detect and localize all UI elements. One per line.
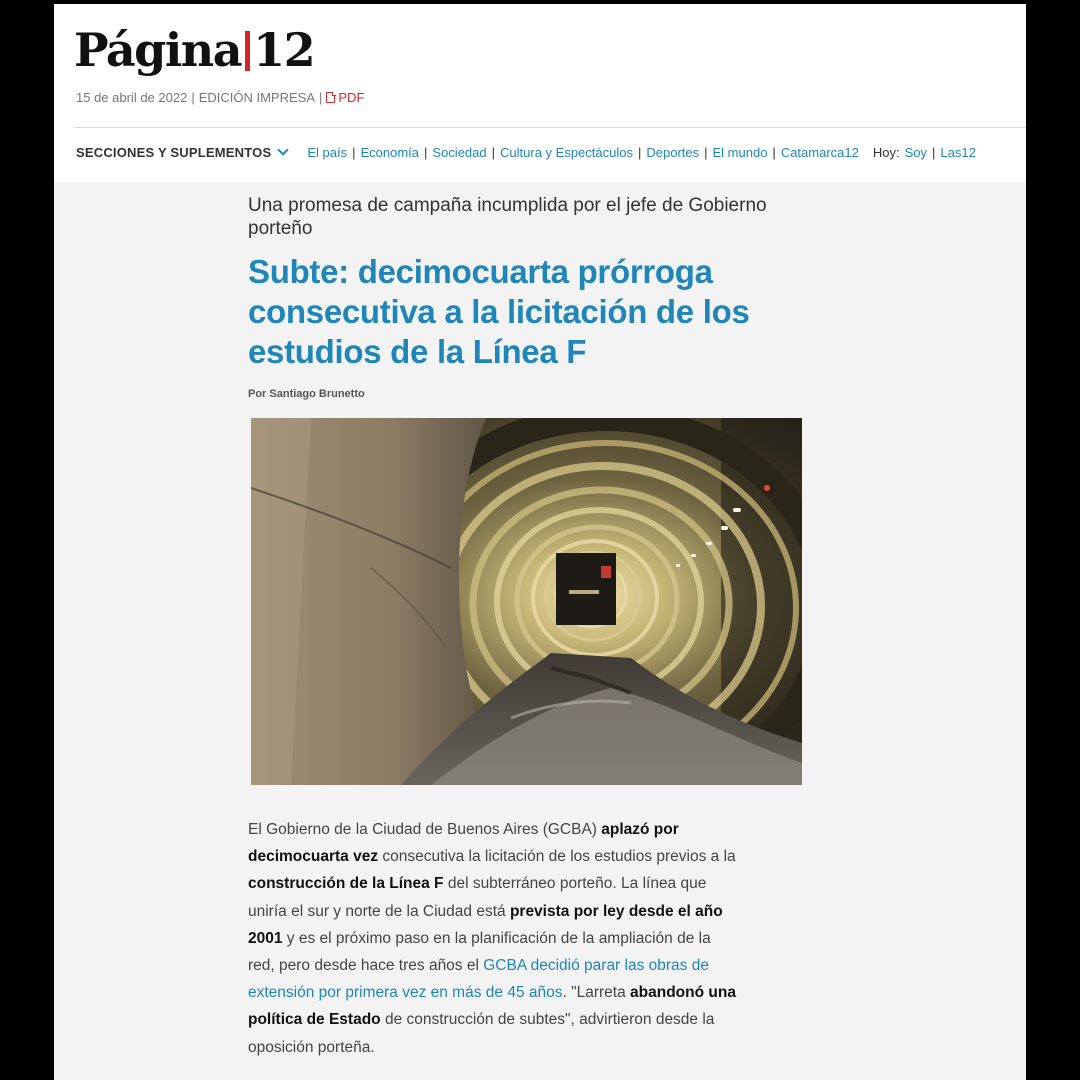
body-bold: construcción de la Línea F — [248, 875, 444, 893]
body-text: de construcción de subtes", advirtieron desde la — [380, 1011, 715, 1029]
body-link[interactable]: extensión por primera vez en más de 45 años — [248, 984, 563, 1002]
subway-tunnel-photo — [251, 418, 802, 785]
meta-separator: | — [191, 90, 195, 105]
nav-item-economia[interactable]: Economía — [360, 145, 420, 160]
article-title: Subte: decimocuarta prórroga consecutiva a la licitación de los estudios de la Línea F — [248, 253, 750, 370]
body-line — [248, 1034, 788, 1061]
meta-separator: | — [319, 90, 323, 105]
pdf-link[interactable] — [326, 90, 364, 105]
body-text: . "Larreta — [562, 984, 631, 1002]
pdf-label: PDF — [338, 90, 365, 105]
body-bold: política de Estado — [248, 1011, 381, 1029]
pdf-icon — [326, 92, 335, 103]
nav-separator: | — [491, 145, 496, 160]
body-line — [248, 1006, 788, 1033]
body-text: oposición porteña. — [248, 1038, 375, 1056]
body-text: red, pero desde hace tres años el — [248, 957, 484, 975]
body-text: uniría el sur y norte de la Ciudad está — [248, 902, 510, 920]
sections-menu-button[interactable] — [76, 145, 287, 160]
site-logo[interactable] — [74, 20, 314, 80]
article-byline[interactable]: Por Santiago Brunetto — [248, 388, 365, 400]
edition-meta — [76, 90, 364, 105]
nav-item-soy[interactable]: Soy — [904, 145, 927, 160]
nav-separator: | — [424, 145, 428, 160]
nav-item-catamarca12[interactable]: Catamarca12 — [780, 145, 859, 160]
edition-label: EDICIÓN IMPRESA — [198, 90, 315, 105]
body-line — [248, 979, 788, 1006]
nav-item-deportes[interactable]: Deportes — [646, 145, 700, 160]
body-line — [248, 816, 788, 843]
nav-separator: | — [637, 145, 642, 160]
sections-label: SECCIONES Y SUPLEMENTOS — [76, 145, 272, 160]
body-text: del subterráneo porteño. La línea que — [443, 875, 707, 893]
nav-separator: | — [772, 145, 776, 160]
header-divider — [74, 127, 1026, 128]
body-bold: abandonó una — [630, 984, 736, 1002]
body-text: El Gobierno de la Ciudad de Buenos Aires (GCBA) — [248, 821, 602, 838]
chevron-down-icon — [278, 144, 289, 155]
body-text: y es el próximo paso en la planificación de la ampliación de la — [282, 929, 711, 947]
body-line — [248, 898, 788, 925]
page — [54, 4, 1026, 1080]
article-body — [248, 816, 788, 1061]
nav-item-cultura[interactable]: Cultura y Espectáculos — [500, 145, 633, 160]
body-bold: prevista por ley desde el año — [509, 902, 723, 920]
body-line — [248, 925, 788, 952]
body-text: consecutiva la licitación de los estudios previos a la — [378, 848, 736, 866]
nav-separator: | — [352, 145, 356, 160]
logo-bar — [245, 31, 250, 71]
body-line — [248, 870, 788, 897]
nav-item-el-pais[interactable]: El país — [307, 145, 348, 160]
body-link[interactable]: GCBA decidió parar las obras de — [483, 957, 709, 975]
nav-separator: | — [704, 145, 708, 160]
site-header — [54, 4, 1026, 182]
main-nav — [76, 145, 1012, 160]
logo-number: 12 — [253, 23, 315, 77]
nav-item-las12[interactable]: Las12 — [940, 145, 976, 160]
nav-item-sociedad[interactable]: Sociedad — [432, 145, 487, 160]
body-line — [248, 843, 788, 870]
edition-date: 15 de abril de 2022 — [76, 90, 188, 105]
nav-item-el-mundo[interactable]: El mundo — [712, 145, 768, 160]
article-kicker: Una promesa de campaña incumplida por el jefe de Gobierno porteño — [248, 195, 767, 239]
body-bold: aplazó por — [601, 821, 679, 838]
body-bold: 2001 — [248, 929, 283, 947]
nav-separator: | — [932, 145, 936, 160]
today-label: Hoy: — [872, 145, 900, 160]
article-header — [248, 194, 808, 400]
body-bold: decimocuarta vez — [248, 848, 379, 866]
logo-text: Página — [74, 23, 242, 77]
body-line — [248, 952, 788, 979]
